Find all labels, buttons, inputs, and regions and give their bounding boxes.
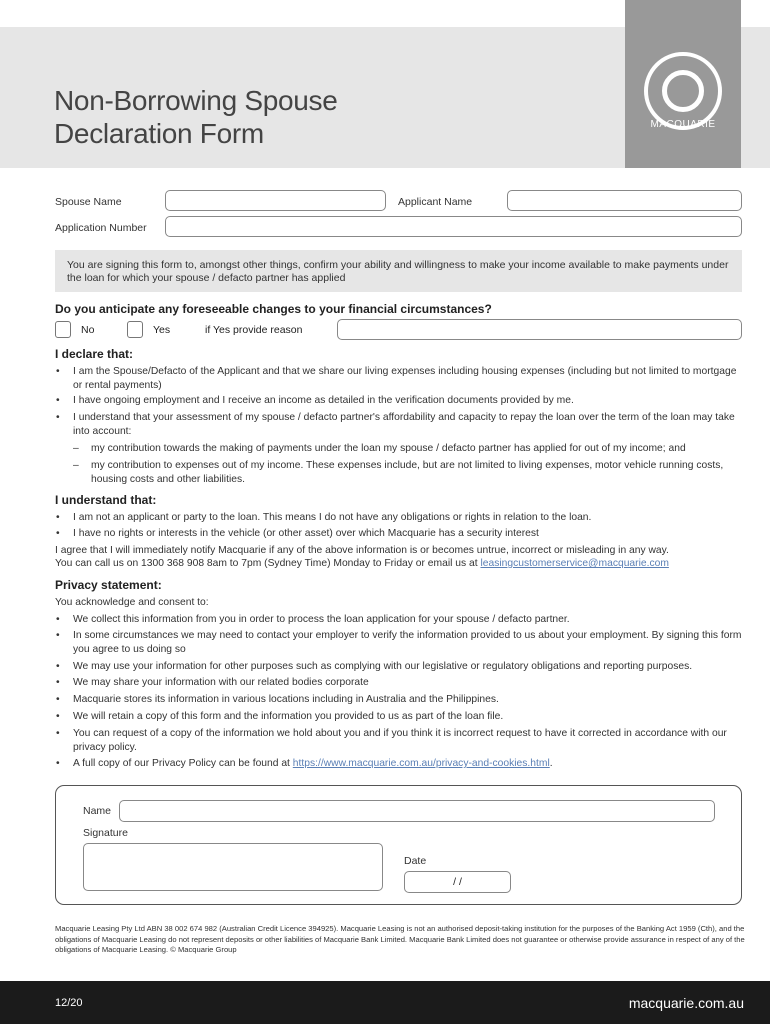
yes-label: Yes: [153, 324, 171, 336]
signature-panel: [55, 785, 742, 905]
privacy-bullet: • We may use your information for other purposes such as complying with our legislative or regulatory obligations and reporting purposes.: [55, 660, 747, 674]
macquarie-logo: [625, 0, 741, 168]
footer-bar: [0, 981, 770, 1024]
no-label: No: [81, 324, 95, 336]
declare-bullet: • I understand that your assessment of my spouse / defacto partner's affordability and capacity to repay the loan over the term of the loan may take into account:: [55, 411, 747, 438]
understand-bullet: • I am not an applicant or party to the loan. This means I do not have any obligations or rights in relation to the loan.: [55, 511, 747, 525]
policy-end: .: [549, 758, 553, 769]
privacy-bullet: • We may share your information with our related bodies corporate: [55, 676, 747, 690]
privacy-bullet: • In some circumstances we may need to contact your employer to verify the information provided to us about your employment. By signing this form you agree to us doing so: [55, 629, 747, 656]
privacy-policy-bullet: [55, 757, 747, 771]
no-checkbox[interactable]: [55, 321, 71, 338]
title-line-2: Declaration Form: [54, 118, 264, 149]
email-link[interactable]: leasingcustomerservice@macquarie.com: [480, 558, 669, 569]
date-input[interactable]: / /: [404, 871, 511, 893]
notice-box: You are signing this form to, amongst other things, confirm your ability and willingness to make your income available to make payments under the loan for which your spouse / defacto partner has applied: [55, 250, 742, 292]
logo-inner-ring-icon: [662, 70, 704, 112]
reason-input[interactable]: [337, 319, 742, 340]
privacy-policy-link[interactable]: https://www.macquarie.com.au/privacy-and-cookies.html: [292, 758, 550, 769]
understand-bullet: • I have no rights or interests in the vehicle (or other asset) over which Macquarie has a security interest: [55, 527, 747, 541]
application-number-input[interactable]: [165, 216, 742, 237]
privacy-heading: Privacy statement:: [55, 578, 162, 592]
contact-statement: [55, 557, 747, 571]
privacy-bullet: • You can request of a copy of the information we hold about you and if you think it is incorrect request to have it corrected in accordance with our privacy policy.: [55, 727, 747, 754]
applicant-name-label: Applicant Name: [398, 196, 473, 208]
sign-name-input[interactable]: [119, 800, 715, 822]
agree-statement: I agree that I will immediately notify Macquarie if any of the above information is or becomes untrue, incorrect or misleading in any way.: [55, 545, 669, 556]
applicant-name-input[interactable]: [507, 190, 742, 211]
declare-dash-item: – my contribution towards the making of payments under the loan my spouse / defacto partner has applied for out of my income; and: [55, 442, 747, 456]
privacy-intro: You acknowledge and consent to:: [55, 597, 209, 608]
privacy-bullet: • We collect this information from you in order to process the loan application for your spouse / defacto partner.: [55, 613, 747, 627]
changes-question: Do you anticipate any foreseeable changes to your financial circumstances?: [55, 302, 492, 316]
sign-name-label: Name: [83, 805, 112, 817]
privacy-bullet: • We will retain a copy of this form and the information you provided to us as part of the loan file.: [55, 710, 747, 724]
title-line-1: Non-Borrowing Spouse: [54, 85, 338, 116]
policy-text: A full copy of our Privacy Policy can be found at: [73, 758, 293, 769]
signature-label: Signature: [83, 827, 128, 839]
page-title: [54, 84, 338, 150]
footer-date: 12/20: [55, 997, 83, 1009]
privacy-bullet: • Macquarie stores its information in various locations including in Australia and the Philippines.: [55, 693, 747, 707]
date-label: Date: [404, 855, 427, 867]
reason-label: if Yes provide reason: [205, 324, 303, 336]
application-number-label: Application Number: [55, 222, 147, 234]
declare-bullet: • I have ongoing employment and I receive an income as detailed in the verification documents provided by me.: [55, 394, 747, 408]
spouse-name-label: Spouse Name: [55, 196, 122, 208]
declare-bullet: • I am the Spouse/Defacto of the Applicant and that we share our living expenses including housing expenses (including but not limited to mortgage or rental payments): [55, 365, 747, 392]
contact-text: You can call us on 1300 368 908 8am to 7pm (Sydney Time) Monday to Friday or email us at: [55, 558, 481, 569]
signature-box[interactable]: [83, 843, 383, 891]
spouse-name-input[interactable]: [165, 190, 386, 211]
yes-checkbox[interactable]: [127, 321, 143, 338]
legal-footnote: Macquarie Leasing Pty Ltd ABN 38 002 674 982 (Australian Credit Licence 394925). Macquarie Leasing is not an authorised deposit-taking institution for the purposes of the Banking Act 1959 (Cth), and the obligations of Macquarie Leasing do not represent deposits or other liabilities of Macquarie Bank Limited. Macquarie Bank Limited does not guarantee or otherwise provide assurance in respect of any of the obligations of Macquarie Leasing. © Macquarie Group: [55, 924, 745, 954]
declare-heading: I declare that:: [55, 347, 134, 361]
footer-url[interactable]: macquarie.com.au: [628, 995, 744, 1011]
understand-heading: I understand that:: [55, 493, 157, 507]
logo-text: MACQUARIE: [650, 119, 716, 130]
declare-dash-item: – my contribution to expenses out of my income. These expenses include, but are not limited to living expenses, motor vehicle running costs, housing costs and other liabilities.: [55, 459, 747, 486]
